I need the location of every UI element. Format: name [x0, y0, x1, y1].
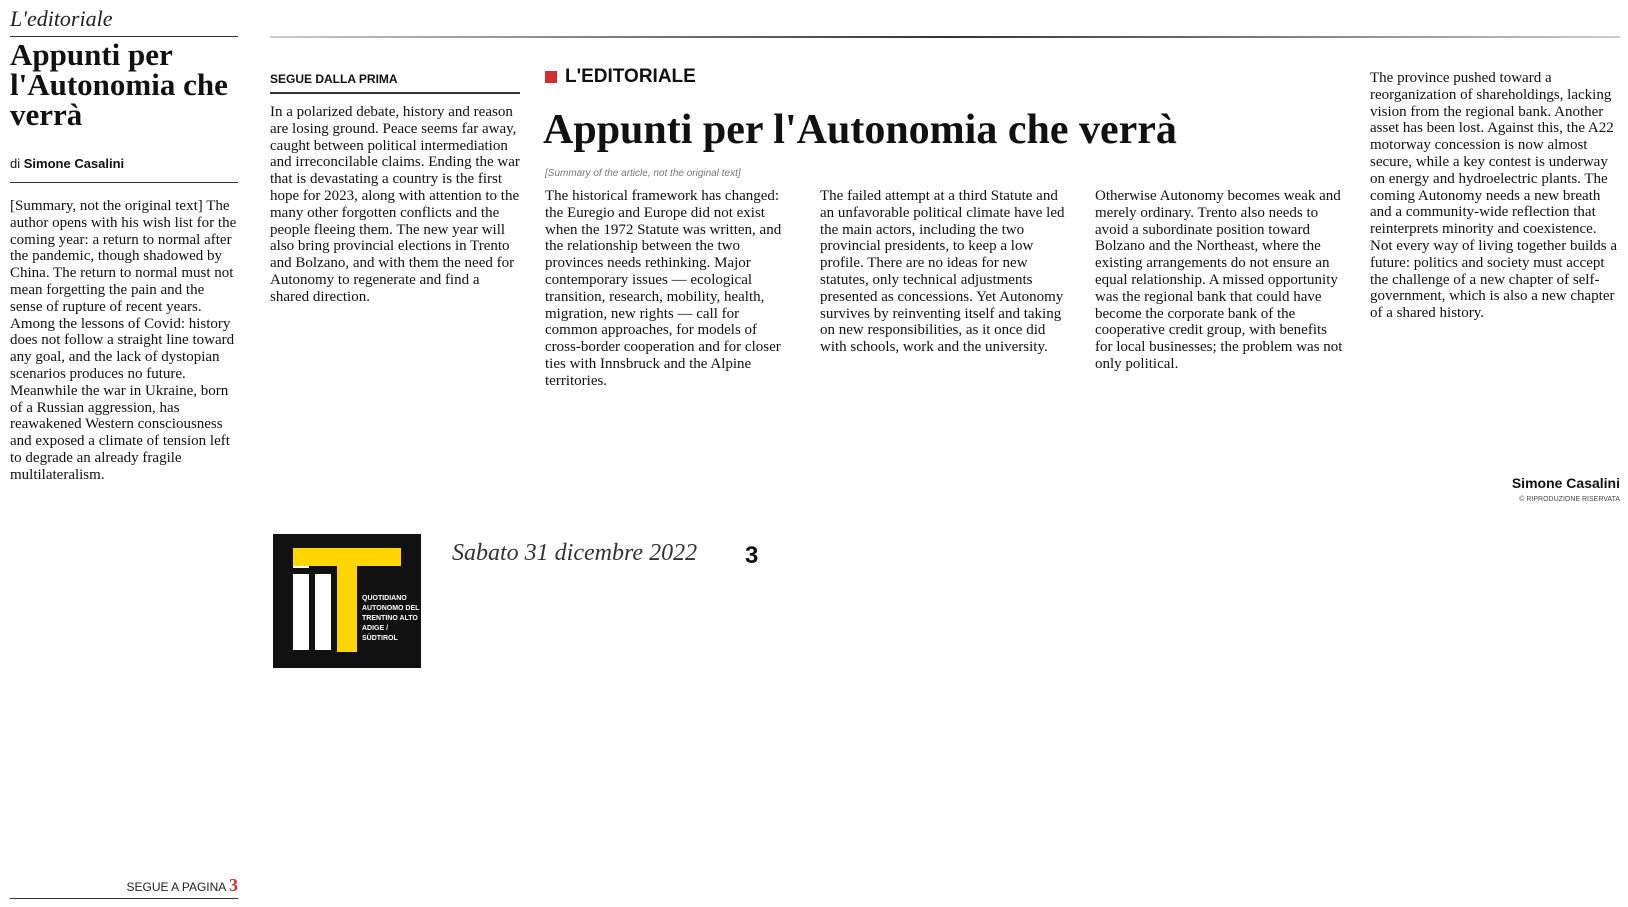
main-col-4	[1095, 188, 1345, 508]
main-col-3-text: The failed attempt at a third Statute and an unfavorable political climate have led the main actors, including the two provincial presidents, to keep a low profile. There are no ideas for new statutes, only technical adjustments presented as concessions. Yet Autonomy survives by reinventing itself and taking on new responsibilities, as it once did with schools, work and the university.	[820, 188, 1065, 356]
red-square-icon	[545, 71, 557, 83]
logo-i	[293, 574, 309, 650]
main-col-3	[820, 188, 1070, 508]
left-byline	[10, 156, 124, 171]
byline-prefix: di	[10, 156, 21, 171]
page-number: 3	[745, 542, 759, 569]
main-col-4-text: Otherwise Autonomy becomes weak and merely ordinary. Trento also needs to avoid a subordinate position toward Bolzano and the Northeast, where the existing arrangements do not ensure an equal relationship. A missed opportunity was the regional bank that could have become the corporate bank of the cooperative credit group, with benefits for local businesses; the problem was not only political.	[1095, 188, 1343, 372]
segue-prima-rule	[270, 92, 520, 94]
segue-page-number: 3	[229, 875, 238, 895]
left-article-body	[10, 198, 238, 858]
main-headline: Appunti per l'Autonomia che verrà	[543, 107, 1177, 153]
main-col-5-text: The province pushed toward a reorganization of shareholdings, lacking vision from the regional bank. Another asset has been lost. Against this, the A22 motorway concession is now almost secure, while a key contest is underway on energy and hydroelectric plants. The coming Autonomy needs a new breath and a community-wide reflection that reinterprets minority and coexistence. Not every way of living together builds a future: politics and society must accept the challenge of a new chapter of self-government, which is also a new chapter of a shared history.	[1370, 70, 1618, 322]
main-col-1-text: In a polarized debate, history and reason are losing ground. Peace seems far away, caught between political intermediation and irreconcilable claims. Ending the war that is devastating a country is the first hope for 2023, along with attention to the many other forgotten conflicts and the people fleeing them. The new year will also bring provincial elections in Trento and Bolzano, and with them the need for Autonomy to regenerate and find a shared direction.	[270, 104, 520, 305]
logo-t-bar	[293, 548, 401, 566]
main-col-2	[545, 188, 795, 508]
section-label: L'editoriale	[10, 6, 113, 31]
main-col-5	[1370, 70, 1620, 470]
segue-dalla-prima: SEGUE DALLA PRIMA	[270, 72, 398, 86]
segue-a-pagina[interactable]	[10, 875, 238, 896]
logo-l	[315, 574, 331, 650]
main-col-1	[270, 104, 520, 504]
logo-t-stem	[337, 566, 357, 652]
editorial-kicker: L'EDITORIALE	[565, 66, 696, 87]
bottom-rule	[10, 898, 238, 899]
segue-label: SEGUE A PAGINA	[126, 880, 226, 894]
dateline: Sabato 31 dicembre 2022	[452, 540, 698, 566]
byline-author: Simone Casalini	[23, 156, 125, 171]
main-col-2-text: The historical framework has changed: the Euregio and Europe did not exist when the 1972 Statute was written, and the relationship between the two provinces needs rethinking. Major contemporary issues — ecological transition, research, mobility, health, migration, new rights — call for common approaches, for models of cross-border cooperation and for closer ties with Innsbruck and the Alpine territories.	[545, 188, 782, 389]
left-body-summary: [Summary, not the original text] The author opens with his wish list for the coming year: a return to normal after the pandemic, though shadowed by China. The return to normal must not mean forgetting the pain and the sense of rupture of recent years. Among the lessons of Covid: history does not follow a straight line toward any goal, and the lack of dystopian scenarios produces no future. Meanwhile the war in Ukraine, born of a Russian aggression, has reawakened Western consciousness and exposed a climate of tension left to degrade an already fragile multilateralism.	[10, 198, 237, 483]
summary-note: [Summary of the article, not the original text]	[545, 168, 741, 179]
logo-tagline: QUOTIDIANO AUTONOMO DEL TRENTINO ALTO ADIGE / SÜDTIROL	[362, 595, 420, 642]
copyright-notice: © RIPRODUZIONE RISERVATA	[1519, 496, 1620, 503]
top-rule	[270, 36, 1620, 38]
left-headline: Appunti per l'Autonomia che verrà	[10, 37, 228, 132]
signature: Simone Casalini	[1511, 475, 1620, 491]
byline-rule	[10, 182, 238, 183]
